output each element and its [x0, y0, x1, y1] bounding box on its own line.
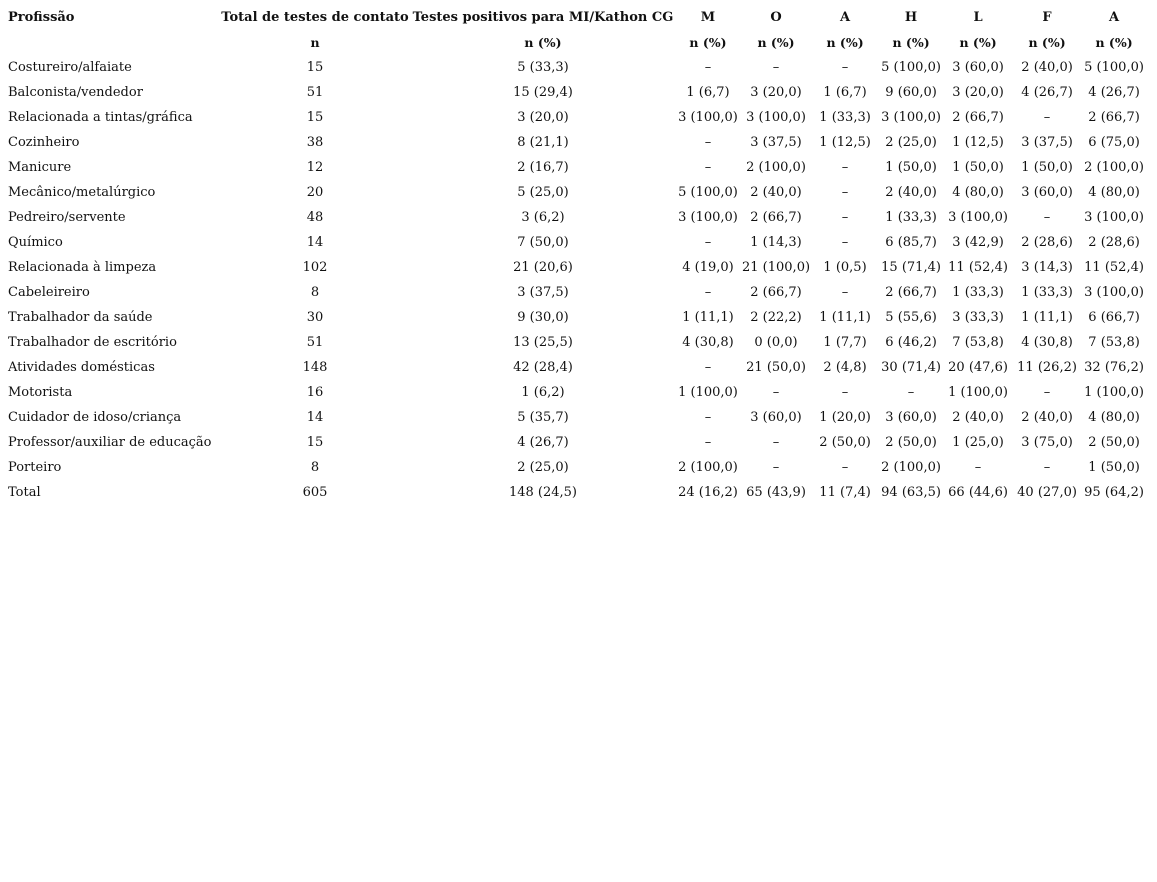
- table-cell: 1 (33,3): [819, 110, 871, 125]
- table-cell: 1 (100,0): [1084, 385, 1144, 400]
- table-cell: 2 (40,0): [1021, 60, 1073, 75]
- table-cell: 21 (100,0): [742, 260, 811, 275]
- table-cell: 30 (71,4): [881, 360, 941, 375]
- table-cell: 20 (47,6): [948, 360, 1008, 375]
- column-header: A: [840, 10, 851, 25]
- table-cell: 51: [306, 335, 324, 350]
- table-cell: 2 (22,2): [750, 310, 802, 325]
- table-cell: –: [1043, 210, 1051, 225]
- table-cell: 2 (40,0): [750, 185, 802, 200]
- table-row: [4, 155, 1148, 180]
- table-cell: 42 (28,4): [513, 360, 573, 375]
- table-cell: 65 (43,9): [746, 485, 806, 500]
- table-cell: –: [772, 435, 780, 450]
- table-cell: 3 (60,0): [952, 60, 1004, 75]
- table-cell: 2 (40,0): [952, 410, 1004, 425]
- column-subheader: n (%): [524, 35, 562, 50]
- table-cell: 6 (85,7): [885, 235, 937, 250]
- table-cell: –: [704, 435, 712, 450]
- table-cell: 4 (26,7): [1021, 85, 1073, 100]
- table-cell: 3 (100,0): [678, 110, 738, 125]
- table-cell: 1 (6,2): [521, 385, 565, 400]
- table-cell: 9 (30,0): [517, 310, 569, 325]
- table-row: [4, 80, 1148, 105]
- table-row: [4, 305, 1148, 330]
- table-cell: –: [1043, 385, 1051, 400]
- table-cell: 2 (28,6): [1088, 235, 1140, 250]
- table-cell: 4 (30,8): [1021, 335, 1073, 350]
- table-cell: 3 (60,0): [750, 410, 802, 425]
- table-cell: 15 (71,4): [881, 260, 941, 275]
- table-cell: –: [841, 385, 849, 400]
- table-cell: 15: [306, 110, 324, 125]
- column-subheader: n (%): [826, 35, 864, 50]
- table-cell: –: [974, 460, 982, 475]
- data-table-container: [4, 5, 1148, 505]
- table-cell: 2 (100,0): [678, 460, 738, 475]
- row-label: Químico: [8, 235, 63, 250]
- table-cell: –: [841, 160, 849, 175]
- table-row: [4, 330, 1148, 355]
- row-label: Mecânico/metalúrgico: [8, 185, 156, 200]
- table-cell: 1 (11,1): [1021, 310, 1073, 325]
- table-cell: 3 (37,5): [750, 135, 802, 150]
- row-label: Trabalhador de escritório: [8, 335, 177, 350]
- row-label: Cabeleireiro: [8, 285, 90, 300]
- column-header: Total de testes de contato: [221, 10, 409, 25]
- table-cell: 2 (28,6): [1021, 235, 1073, 250]
- table-cell: 5 (35,7): [517, 410, 569, 425]
- table-row: [4, 280, 1148, 305]
- table-cell: 66 (44,6): [948, 485, 1008, 500]
- column-header: H: [904, 10, 918, 25]
- table-cell: 5 (25,0): [517, 185, 569, 200]
- table-row: [4, 455, 1148, 480]
- table-cell: 11 (52,4): [1084, 260, 1144, 275]
- table-cell: 3 (20,0): [952, 85, 1004, 100]
- table-cell: –: [841, 460, 849, 475]
- table-cell: 1 (12,5): [819, 135, 871, 150]
- table-cell: 2 (66,7): [885, 285, 937, 300]
- table-cell: 4 (80,0): [952, 185, 1004, 200]
- table-row: [4, 480, 1148, 505]
- column-subheader: n (%): [959, 35, 997, 50]
- table-cell: –: [841, 285, 849, 300]
- table-row: [4, 355, 1148, 380]
- row-label: Cuidador de idoso/criança: [8, 410, 182, 425]
- table-cell: 4 (30,8): [682, 335, 734, 350]
- table-row: [4, 205, 1148, 230]
- column-subheader: n (%): [892, 35, 930, 50]
- table-row: [4, 105, 1148, 130]
- table-cell: –: [704, 410, 712, 425]
- table-cell: 3 (37,5): [1021, 135, 1073, 150]
- table-cell: 1 (100,0): [948, 385, 1008, 400]
- table-row: [4, 230, 1148, 255]
- table-cell: 1 (50,0): [952, 160, 1004, 175]
- table-cell: –: [772, 385, 780, 400]
- column-header: Testes positivos para MI/Kathon CG: [412, 10, 674, 25]
- table-cell: 5 (100,0): [881, 60, 941, 75]
- table-cell: –: [772, 60, 780, 75]
- row-label: Motorista: [8, 385, 73, 400]
- table-cell: 2 (66,7): [952, 110, 1004, 125]
- table-cell: 4 (80,0): [1088, 185, 1140, 200]
- table-cell: 94 (63,5): [881, 485, 941, 500]
- table-cell: 8 (21,1): [517, 135, 569, 150]
- row-label: Total: [8, 485, 41, 500]
- table-cell: 2 (40,0): [885, 185, 937, 200]
- table-cell: –: [704, 60, 712, 75]
- table-cell: 2 (100,0): [1084, 160, 1144, 175]
- table-cell: –: [841, 210, 849, 225]
- table-cell: 11 (7,4): [819, 485, 871, 500]
- table-cell: 1 (25,0): [952, 435, 1004, 450]
- table-cell: 5 (55,6): [885, 310, 937, 325]
- table-cell: 7 (53,8): [952, 335, 1004, 350]
- table-cell: 3 (100,0): [1084, 285, 1144, 300]
- table-cell: 2 (25,0): [517, 460, 569, 475]
- table-cell: 1 (33,3): [885, 210, 937, 225]
- table-cell: 3 (42,9): [952, 235, 1004, 250]
- table-cell: 2 (16,7): [517, 160, 569, 175]
- table-cell: 5 (100,0): [678, 185, 738, 200]
- table-cell: 40 (27,0): [1017, 485, 1077, 500]
- table-cell: 605: [302, 485, 328, 500]
- row-label: Atividades domésticas: [8, 360, 155, 375]
- table-cell: 7 (53,8): [1088, 335, 1140, 350]
- column-subheader: n: [310, 35, 320, 50]
- row-label: Pedreiro/servente: [8, 210, 126, 225]
- table-cell: 1 (7,7): [823, 335, 867, 350]
- column-header: A: [1109, 10, 1120, 25]
- column-header: Profissão: [8, 10, 75, 25]
- table-cell: 3 (6,2): [521, 210, 565, 225]
- column-header: M: [700, 10, 716, 25]
- table-cell: –: [907, 385, 915, 400]
- table-cell: 1 (50,0): [885, 160, 937, 175]
- table-row: [4, 430, 1148, 455]
- table-cell: –: [772, 460, 780, 475]
- row-label: Porteiro: [8, 460, 62, 475]
- table-cell: 30: [306, 310, 324, 325]
- column-subheader: n (%): [1095, 35, 1133, 50]
- table-row: [4, 55, 1148, 80]
- table-cell: 1 (6,7): [823, 85, 867, 100]
- table-cell: 11 (26,2): [1017, 360, 1077, 375]
- table-cell: 2 (66,7): [750, 210, 802, 225]
- subheader-row: [4, 30, 1148, 55]
- table-row: [4, 405, 1148, 430]
- table-cell: 11 (52,4): [948, 260, 1008, 275]
- table-cell: 6 (75,0): [1088, 135, 1140, 150]
- table-cell: 6 (46,2): [885, 335, 937, 350]
- header-row: [4, 5, 1148, 30]
- row-label: Manicure: [8, 160, 72, 175]
- table-cell: 8: [310, 285, 320, 300]
- table-cell: –: [841, 60, 849, 75]
- table-cell: 2 (50,0): [885, 435, 937, 450]
- table-cell: 5 (33,3): [517, 60, 569, 75]
- table-cell: –: [1043, 110, 1051, 125]
- column-header: L: [973, 10, 983, 25]
- column-header: O: [770, 10, 782, 25]
- row-label: Costureiro/alfaiate: [8, 60, 132, 75]
- table-cell: 3 (100,0): [948, 210, 1008, 225]
- table-cell: 20: [306, 185, 324, 200]
- table-cell: 51: [306, 85, 324, 100]
- table-cell: 1 (11,1): [819, 310, 871, 325]
- table-cell: –: [704, 160, 712, 175]
- table-cell: –: [841, 235, 849, 250]
- column-subheader: n (%): [757, 35, 795, 50]
- column-header: F: [1042, 10, 1052, 25]
- table-cell: 2 (50,0): [819, 435, 871, 450]
- table-cell: 2 (66,7): [1088, 110, 1140, 125]
- table-cell: 21 (50,0): [746, 360, 806, 375]
- table-cell: 1 (20,0): [819, 410, 871, 425]
- table-cell: 1 (11,1): [682, 310, 734, 325]
- row-label: Trabalhador da saúde: [8, 310, 153, 325]
- table-cell: 15 (29,4): [513, 85, 573, 100]
- table-cell: 1 (33,3): [1021, 285, 1073, 300]
- table-cell: 15: [306, 435, 324, 450]
- row-label: Professor/auxiliar de educação: [8, 435, 212, 450]
- table-cell: 4 (26,7): [517, 435, 569, 450]
- table-cell: 95 (64,2): [1084, 485, 1144, 500]
- table-cell: 2 (25,0): [885, 135, 937, 150]
- table-cell: 6 (66,7): [1088, 310, 1140, 325]
- table-cell: 5 (100,0): [1084, 60, 1144, 75]
- occupation-table: [4, 5, 1148, 505]
- table-cell: 21 (20,6): [513, 260, 573, 275]
- table-cell: 102: [302, 260, 328, 275]
- table-cell: 3 (37,5): [517, 285, 569, 300]
- table-cell: 15: [306, 60, 324, 75]
- table-cell: 2 (50,0): [1088, 435, 1140, 450]
- row-label: Balconista/vendedor: [8, 85, 143, 100]
- table-cell: 3 (20,0): [750, 85, 802, 100]
- table-cell: –: [841, 185, 849, 200]
- table-cell: 2 (40,0): [1021, 410, 1073, 425]
- table-cell: 38: [306, 135, 324, 150]
- table-cell: –: [704, 235, 712, 250]
- table-row: [4, 180, 1148, 205]
- table-cell: 0 (0,0): [754, 335, 798, 350]
- table-cell: 3 (60,0): [885, 410, 937, 425]
- table-cell: 7 (50,0): [517, 235, 569, 250]
- table-cell: 1 (6,7): [686, 85, 730, 100]
- table-cell: –: [704, 135, 712, 150]
- table-cell: 3 (33,3): [952, 310, 1004, 325]
- table-cell: 1 (33,3): [952, 285, 1004, 300]
- table-cell: 2 (4,8): [823, 360, 867, 375]
- table-cell: 1 (100,0): [678, 385, 738, 400]
- table-cell: 32 (76,2): [1084, 360, 1144, 375]
- table-cell: 3 (14,3): [1021, 260, 1073, 275]
- table-cell: 4 (80,0): [1088, 410, 1140, 425]
- table-cell: 4 (19,0): [682, 260, 734, 275]
- table-cell: 3 (75,0): [1021, 435, 1073, 450]
- table-cell: –: [704, 285, 712, 300]
- table-row: [4, 380, 1148, 405]
- table-row: [4, 130, 1148, 155]
- table-cell: 13 (25,5): [513, 335, 573, 350]
- table-cell: 4 (26,7): [1088, 85, 1140, 100]
- table-cell: 1 (50,0): [1021, 160, 1073, 175]
- table-cell: 3 (100,0): [881, 110, 941, 125]
- table-cell: 3 (100,0): [678, 210, 738, 225]
- column-subheader: n (%): [689, 35, 727, 50]
- table-cell: 2 (100,0): [746, 160, 806, 175]
- table-cell: 14: [306, 235, 324, 250]
- table-cell: 14: [306, 410, 324, 425]
- table-cell: 1 (12,5): [952, 135, 1004, 150]
- table-cell: 3 (100,0): [1084, 210, 1144, 225]
- table-row: [4, 255, 1148, 280]
- table-cell: 24 (16,2): [678, 485, 738, 500]
- column-subheader: [4, 30, 218, 55]
- table-cell: –: [704, 360, 712, 375]
- table-cell: 1 (50,0): [1088, 460, 1140, 475]
- row-label: Relacionada à limpeza: [8, 260, 157, 275]
- column-subheader: n (%): [1028, 35, 1066, 50]
- table-cell: 9 (60,0): [885, 85, 937, 100]
- row-label: Cozinheiro: [8, 135, 80, 150]
- table-cell: 12: [306, 160, 324, 175]
- table-cell: 1 (0,5): [823, 260, 867, 275]
- table-cell: 148: [302, 360, 328, 375]
- table-cell: 48: [306, 210, 324, 225]
- table-cell: 16: [306, 385, 324, 400]
- table-cell: 148 (24,5): [508, 485, 578, 500]
- table-cell: 3 (20,0): [517, 110, 569, 125]
- table-cell: –: [1043, 460, 1051, 475]
- table-cell: 2 (100,0): [881, 460, 941, 475]
- table-cell: 3 (60,0): [1021, 185, 1073, 200]
- table-cell: 3 (100,0): [746, 110, 806, 125]
- table-cell: 1 (14,3): [750, 235, 802, 250]
- row-label: Relacionada a tintas/gráfica: [8, 110, 193, 125]
- table-cell: 2 (66,7): [750, 285, 802, 300]
- table-body: [4, 55, 1148, 505]
- table-cell: 8: [310, 460, 320, 475]
